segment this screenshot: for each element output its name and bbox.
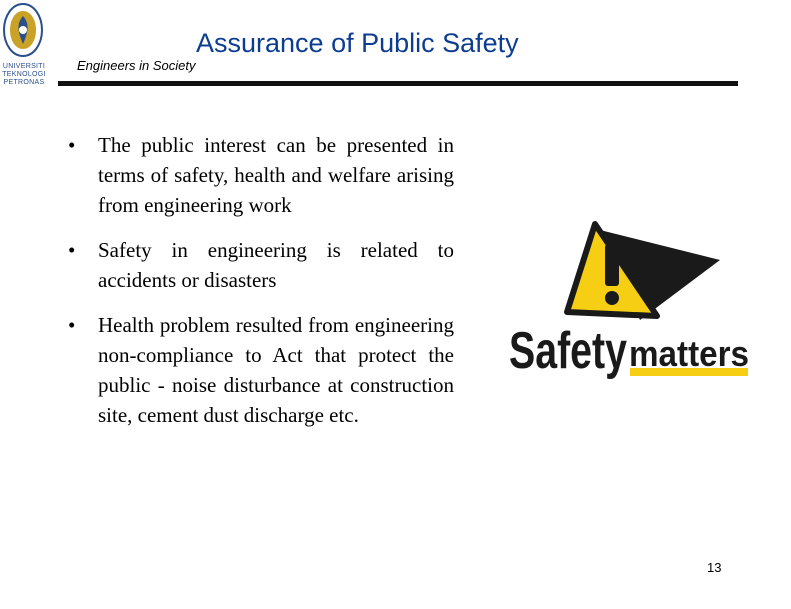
bullet-icon: • [68,133,76,157]
bullet-text: The public interest can be presented in terms of safety, health and welfare arising from engineering work [98,133,454,217]
header-divider [58,81,738,86]
logo-text [2,63,46,87]
logo-line: PETRONAS [3,79,45,86]
safety-word: Safety [509,322,628,380]
slide-subtitle: Engineers in Society [77,58,196,73]
list-item [68,310,454,430]
logo-line: TEKNOLOGI [2,71,46,78]
list-item [68,130,454,220]
exclamation-bar-icon [605,244,619,286]
university-logo [2,2,46,90]
bullet-text: Health problem resulted from engineering non-compliance to Act that protect the public - noise disturbance at construction site, cement dust discharge etc. [98,313,454,427]
university-emblem-icon [2,2,44,58]
bullet-text: Safety in engineering is related to accidents or disasters [98,238,454,292]
safety-matters-illustration [505,220,755,390]
bullet-icon: • [68,238,76,262]
list-item [68,235,454,295]
exclamation-dot-icon [605,291,619,305]
page-number: 13 [707,560,722,575]
bullet-list [68,130,454,445]
bullet-icon: • [68,313,76,337]
page-title: Assurance of Public Safety [196,28,519,58]
matters-word: matters [629,333,749,374]
logo-line: UNIVERSITI [2,63,46,70]
